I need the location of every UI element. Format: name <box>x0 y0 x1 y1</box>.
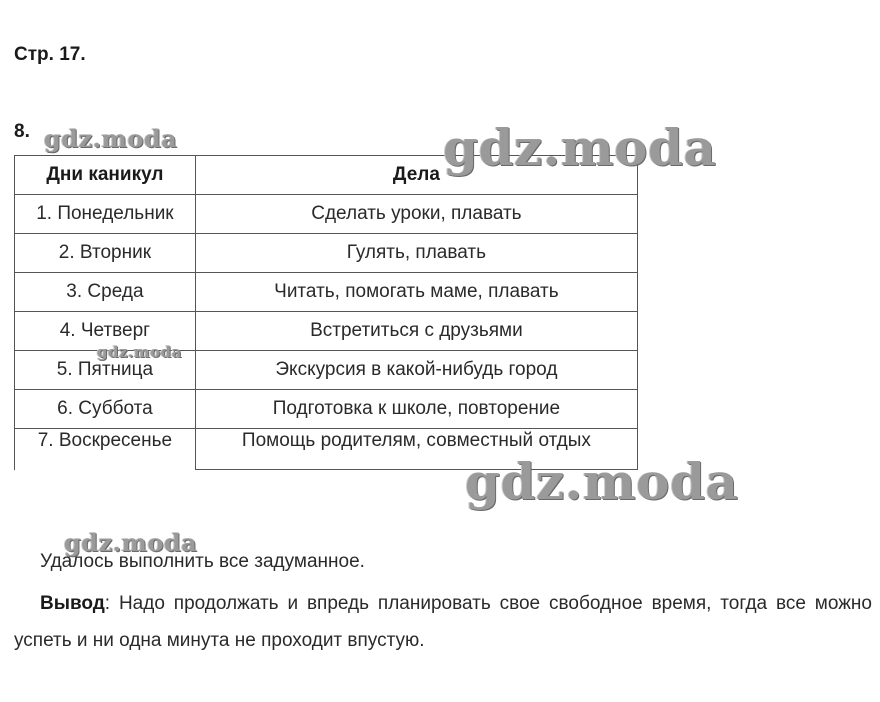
table-row <box>15 234 638 273</box>
conclusion-label: Вывод <box>40 593 105 614</box>
task-cell: Встретиться с друзьями <box>195 312 637 351</box>
task-cell: Гулять, плавать <box>195 234 637 273</box>
task-cell: Помощь родителям, совместный отдых <box>195 429 637 470</box>
task-cell: Читать, помогать маме, плавать <box>195 273 637 312</box>
result-text: Удалось выполнить все задуманное. <box>40 551 365 572</box>
holiday-schedule-table <box>14 155 638 470</box>
header-days: Дни каникул <box>15 156 196 195</box>
table-row <box>15 195 638 234</box>
task-cell: Экскурсия в какой-нибудь город <box>195 351 637 390</box>
table-row <box>15 312 638 351</box>
watermark-logo: gdz.moda <box>443 118 717 177</box>
day-cell: 3. Среда <box>15 273 196 312</box>
day-cell: 2. Вторник <box>15 234 196 273</box>
day-cell: 1. Понедельник <box>15 195 196 234</box>
day-cell: 5. Пятница <box>15 351 196 390</box>
table-header-row <box>15 156 638 195</box>
watermark-logo: gdz.moda <box>44 124 178 153</box>
table-row <box>15 351 638 390</box>
header-tasks: Дела <box>195 156 637 195</box>
watermark-logo: gdz.moda <box>465 452 739 511</box>
day-cell: 6. Суббота <box>15 390 196 429</box>
table-row <box>15 273 638 312</box>
page-number-label: Стр. 17. <box>14 44 86 65</box>
table-row <box>15 429 638 470</box>
task-cell: Подготовка к школе, повторение <box>195 390 637 429</box>
task-number: 8. <box>14 121 30 142</box>
day-cell: 4. Четверг <box>15 312 196 351</box>
watermark-logo: gdz.moda <box>64 528 198 557</box>
day-cell: 7. Воскресенье <box>15 429 196 470</box>
watermark-logo: gdz.moda <box>97 343 182 361</box>
table-row <box>15 390 638 429</box>
conclusion-text: : Надо продолжать и впредь планировать свое свободное время, тогда все можно успеть и ни одна минута не проходит впустую. <box>14 593 872 651</box>
conclusion-paragraph <box>14 585 872 659</box>
task-cell: Сделать уроки, плавать <box>195 195 637 234</box>
